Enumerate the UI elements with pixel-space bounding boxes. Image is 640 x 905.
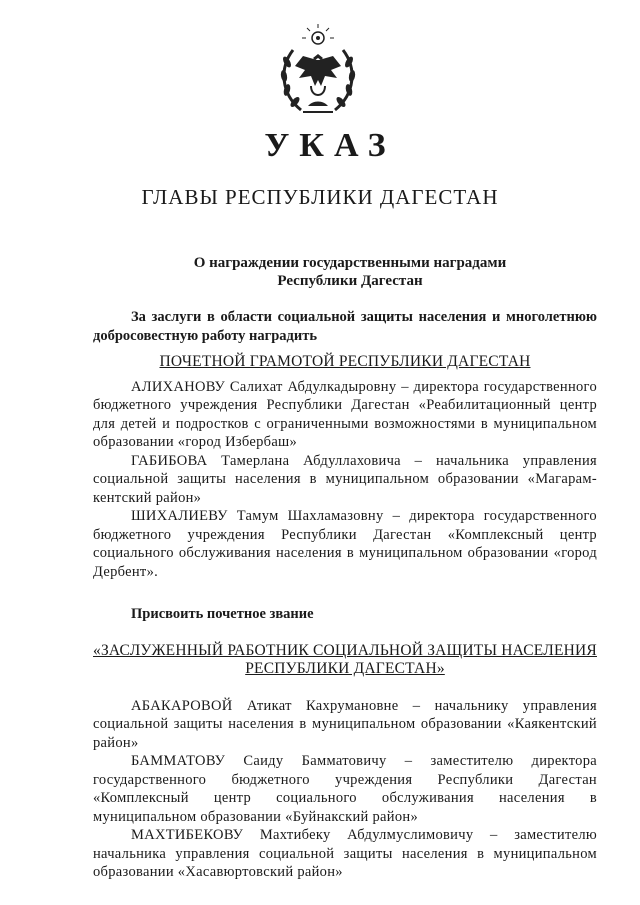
decree-subject bbox=[160, 254, 540, 290]
recipient-paragraph: БАММАТОВУ Саиду Бамматовичу – заместителю директора государственного бюджетного учреждения Республики Дагестан «Комплексный центр социального обслуживания населения в муниципальном образовании «Буйнакский район» bbox=[93, 753, 597, 825]
recipient-paragraph: ШИХАЛИЕВУ Тамум Шахламазовну – директора государственного бюджетного учреждения Республики Дагестан «Комплексный центр социального обслуживания населения в муниципальном образовании «город Дербент». bbox=[93, 508, 597, 580]
recipient-paragraph: АБАКАРОВОЙ Атикат Кахрумановне – начальнику управления социальной защиты населения в муниципальном образовании «Каякентский район» bbox=[93, 697, 597, 751]
subject-line-1: О награждении государственными наградами bbox=[193, 255, 507, 271]
recipient-paragraph: ГАБИБОВА Тамерлана Абдуллаховича – начальника управления социальной защиты населения в муниципальном образовании «Магарам-кентский район» bbox=[93, 452, 597, 506]
dagestan-coat-of-arms-icon bbox=[273, 20, 363, 120]
recipient-paragraph: АЛИХАНОВУ Салихат Абдулкадыровну – директора государственного бюджетного учреждения Республики Дагестан «Реабилитационный центр для детей и подростков с ограниченными возможностями в муниципальном образовании «город Избербаш» bbox=[93, 378, 597, 450]
document-title: УКАЗ bbox=[264, 127, 396, 164]
subject-line-2: Республики Дагестан bbox=[277, 273, 423, 289]
assign-title-heading: Присвоить почетное звание bbox=[131, 606, 314, 622]
award-title-honored-worker bbox=[93, 642, 597, 679]
recipient-paragraph: МАХТИБЕКОВУ Махтибеку Абдулмуслимовичу – заместителю начальника управления социальной защиты населения в муниципальном образовании «Хасавюртовский район» bbox=[93, 827, 597, 880]
document-subtitle: ГЛАВЫ РЕСПУБЛИКИ ДАГЕСТАН bbox=[141, 185, 499, 209]
award-title-honor-certificate: ПОЧЕТНОЙ ГРАМОТОЙ РЕСПУБЛИКИ ДАГЕСТАН bbox=[159, 353, 531, 370]
decree-body bbox=[93, 308, 597, 882]
award-title-line-2: РЕСПУБЛИКИ ДАГЕСТАН» bbox=[245, 660, 445, 677]
award-title-line-1: «ЗАСЛУЖЕННЫЙ РАБОТНИК СОЦИАЛЬНОЙ ЗАЩИТЫ НАСЕЛЕНИЯ bbox=[93, 641, 597, 659]
intro-paragraph: За заслуги в области социальной защиты населения и многолетнюю добросовестную работу наградить bbox=[93, 309, 597, 344]
